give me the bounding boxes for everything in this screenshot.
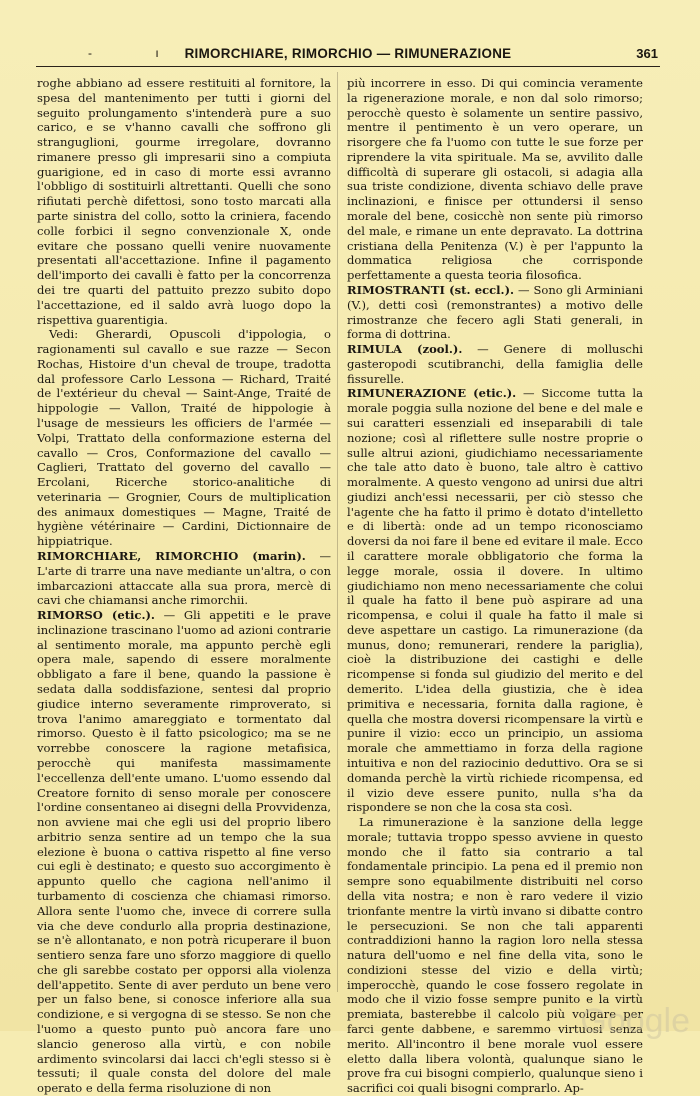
running-header: [36, 44, 660, 67]
entry-text: — Sono gli Arminiani (V.), detti così (remonstrantes) a motivo delle rimostranze che fecero agli Stati generali, in forma di dottrina.: [347, 282, 644, 342]
body-paragraph: La rimunerazione è la sanzione della legge morale; tuttavia troppo spesso avviene in questo mondo che il fatto sia contrario a tal fondamentale principio. La pena ed il premio non sempre sono equabilmente distribuiti nel corso della vita nostra; e non è raro vedere il vizio trionfante mentre la virtù invano si dibatte contro le persecuzioni. Se non che tali apparenti contraddizioni hanno la ragion loro nella stessa natura dell'uomo e nel fine della vita, sono le condizioni stesse del vizio e della virtù; imperocchè, quando le cose fossero regolate in modo che il vizio fosse sempre punito e la virtù premiata, basterebbe il calcolo più volgare per farci gente dabbene, e saremmo virtuosi senza merito. All'incontro il bene morale vuol essere eletto dalla libera volontà, qualunque siano le prove fra cui bisogni compierlo, qualunque sieno i sacrifici coi quali bisogni comprarlo. Ap-: [347, 815, 643, 1096]
entry-rimorchiare: [37, 549, 331, 608]
entry-headword: RIMORSO (etic.).: [37, 608, 155, 623]
entry-text: — Gli appetiti e le prave inclinazione trascinano l'uomo ad azioni contrarie al sentimento morale, ma appunto perchè egli opera male, sapendo di essere moralmente obbligato a fare il bene, quando la passione è sedata dalla soddisfazione, sentesi dal proprio giudice interno severamente rimproverato, si trova l'animo amareggiato e tormentato dal rimorso. Questo è il fatto psicologico; ma se ne vorrebbe conoscere la ragione metafisica, perocchè qui manifesta massimamente l'eccellenza dell'ente umano. L'uomo essendo dal Creatore fornito di senso morale per conoscere l'ordine consentaneo ai disegni della Provvidenza, non avviene mai che egli usi del proprio libero arbitrio senza sentire ad un tempo che la sua elezione è buona o cattiva rispetto al fine verso cui egli è destinato; e questo suo accorgimento è appunto quello che cagiona nell'animo il turbamento di coscienza che chiamasi rimorso. Allora sente l'uomo che, invece di correre sulla via che deve condurlo alla propria destinazione, se n'è allontanato, e non potrà ricuperare il buon sentiero senza fare uno sforzo maggiore di quello che gli sarebbe costato per opporsi alla violenza dell'appetito. Sente di aver perduto un bene vero per un falso bene, si conosce inferiore alla sua condizione, e si vergogna di se stesso. Se non che l'uomo a questo punto può ancora fare uno slancio generoso alla virtù, e con nobile ardimento svincolarsi dai lacci ch'egli stesso si è tessuti; il quale consta del dolore del male operato e della ferma risoluzione di non: [37, 608, 331, 1096]
google-watermark: Google: [580, 1002, 690, 1040]
entry-rimorso: [37, 608, 331, 1096]
bibliography-paragraph: Vedi: Gherardi, Opuscoli d'ippologia, o ragionamenti sul cavallo e sue razze — Secon Rochas, Histoire d'un cheval de troupe, tradotta dal professore Carlo Lessona — Richard, Traité de l'extérieur du cheval — Saint-Ange, Traité de hippologie — Vallon, Traité de hippologie à l'usage de messieurs les officiers de l'armée — Volpi, Trattato della conformazione esterna del cavallo — Cros, Conformazione del cavallo — Caglieri, Trattato del governo del cavallo — Ercolani, Ricerche storico-analitiche di veterinaria — Grognier, Cours de multiplication des animaux domestiques — Magne, Traité de hygiène vétérinaire — Cardini, Dictionnaire de hippiatrique.: [37, 327, 331, 549]
entry-headword: RIMORCHIARE, RIMORCHIO (marin).: [37, 549, 306, 563]
entry-headword: RIMOSTRANTI (st. eccl.).: [347, 282, 515, 297]
entry-text: — L'arte di trarre una nave mediante un'altra, o con imbarcazioni attaccate alla sua prora, mercè di cavi che chiamansi anche rimorchii.: [37, 549, 332, 608]
left-column: [37, 76, 331, 1096]
entry-text: — Genere di molluschi gasteropodi scutibranchi, della famiglia delle fissurelle.: [347, 342, 643, 386]
header-title: RIMORCHIARE, RIMORCHIO — RIMUNERAZIONE: [184, 46, 512, 61]
right-column: [347, 76, 643, 1096]
entry-headword: RIMULA (zool.).: [347, 342, 463, 357]
entry-rimula: [347, 342, 643, 386]
entry-rimostranti: [347, 283, 643, 342]
entry-text: — Siccome tutta la morale poggia sulla nozione del bene e del male e sui caratteri essenziali ed inseparabili di tale nozione; così al riflettere sulle nostre proprie o sulle altrui azioni, giudichiamo necessariamente che tale atto dato è buono, tale altro è cattivo moralmente. A questo vengono ad unirsi due altri giudizi anch'essi necessarii, per ciò stesso che l'agente che ha fatto il primo è dotato d'intelletto e di libertà: onde ad un tempo riconosciamo doversi da noi fare il bene ed evitare il male. Ecco il carattere morale obbligatorio che forma la legge morale, ossia il dovere. In ultimo giudichiamo non meno necessariamente che colui il quale ha fatto il bene può aspirare ad una ricompensa, e colui il quale ha fatto il male si deve aspettare un castigo. La rimunerazione (da munus, dono; remunerari, rendere la pariglia), cioè la distribuzione dei castighi e delle ricompense si fonda sul giudizio del merito e del demerito. L'idea della giustizia, che è idea primitiva e necessaria, fornita dalla ragione, è quella che mostra doversi ricompensare la virtù e punire il vizio: ecco un principio, un assioma morale che ammettiamo in forza della ragione intuitiva e non del raziocinio deduttivo. Ora se si domanda perchè la virtù richiede ricompensa, ed il vizio deve essere punito, nulla s'ha da rispondere se non che la cosa sta così.: [347, 386, 643, 815]
page-number: 361: [636, 46, 658, 61]
column-divider: [337, 72, 338, 992]
continued-paragraph: più incorrere in esso. Di qui comincia veramente la rigenerazione morale, e non dal solo rimorso; perocchè questo è solamente un sentire passivo, mentre il pentimento è un vero operare, un risorgere che fa l'uomo con tutte le sue forze per riprendere la vita spirituale. Ma se, avvilito dalle difficoltà di superare gli ostacoli, si adagia alla sua triste condizione, diventa schiavo delle prave inclinazioni, e finisce per ottundersi il senso morale del bene, cosicchè non sente più rimorso del male, e rimane un ente depravato. La dottrina cristiana della Penitenza (V.) è per l'appunto la dommatica religiosa che corrisponde perfettamente a questa teoria filosofica.: [347, 76, 643, 283]
continued-paragraph: roghe abbiano ad essere restituiti al fornitore, la spesa del mantenimento per tutti i giorni del seguito prolungamento s'intenderà pure a suo carico, e se v'hanno cavalli che soffrono gli stranguglioni, gourme irregolare, dovranno rimanere presso gli impresarii sino a compiuta guarigione, ed in caso di morte essi avranno l'obbligo di sostituirli altrettanti. Quelli che sono rifiutati perchè difettosi, sono tosto marcati alla parte sinistra del collo, sotto la criniera, facendo colle forbici il segno convenzionale X, onde evitare che possano quelli venire nuovamente presentati all'accettazione. Infine il pagamento dell'importo dei cavalli è fatto per la concorrenza dei tre quarti del pattuito prezzo subito dopo l'accettazione, ed il saldo avrà luogo dopo la rispettiva guarentigia.: [37, 76, 331, 327]
entry-rimunerazione: [347, 386, 643, 815]
entry-headword: RIMUNERAZIONE (etic.).: [347, 386, 517, 401]
header-marks: - ı: [88, 46, 189, 60]
